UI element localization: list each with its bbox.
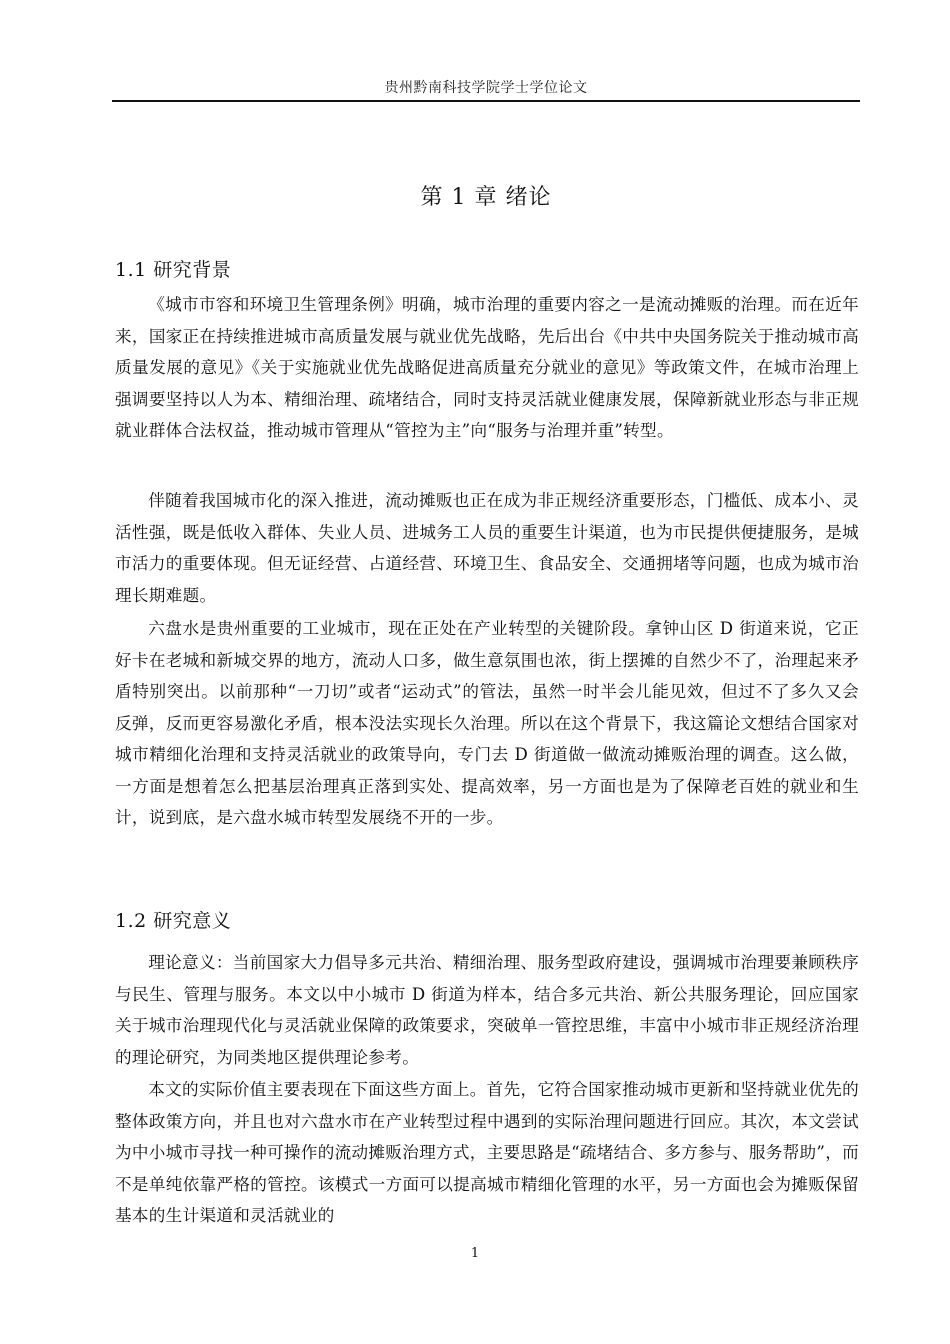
paragraph: 理论意义：当前国家大力倡导多元共治、精细治理、服务型政府建设，强调城市治理要兼顾秩序与民生、管理与服务。本文以中小城市 D 街道为样本，结合多元共治、新公共服务理论，回应国家关于城市治理现代化与灵活就业保障的政策要求，突破单一管控思维，丰富中小城市非正规经济治理的理论研究，为同类地区提供理论参考。 — [115, 953, 859, 1067]
running-header: 贵州黔南科技学院学士学位论文 — [384, 80, 588, 96]
paragraph: 本文的实际价值主要表现在下面这些方面上。首先，它符合国家推动城市更新和坚持就业优先的整体政策方向，并且也对六盘水市在产业转型过程中遇到的实际治理问题进行回应。其次，本文尝试为中小城市寻找一种可操作的流动摊贩治理方式，主要思路是“疏堵结合、多方参与、服务帮助”，而不是单纯依靠严格的管控。该模式一方面可以提高城市精细化管理的水平，另一方面也会为摊贩保留基本的生计渠道和灵活就业的 — [115, 1080, 859, 1225]
section-title-background: 1.1 研究背景 — [115, 259, 232, 281]
chapter-title: 第 1 章 绪论 — [420, 185, 552, 210]
section-title-significance: 1.2 研究意义 — [115, 910, 232, 932]
paragraph: 六盘水是贵州重要的工业城市，现在正处在产业转型的关键阶段。拿钟山区 D 街道来说，它正好卡在老城和新城交界的地方，流动人口多，做生意氛围也浓，街上摆摊的自然少不了，治理起来矛盾特别突出。以前那种“一刀切”或者“运动式”的管法，虽然一时半会儿能见效，但过不了多久又会反弹，反而更容易激化矛盾，根本没法实现长久治理。所以在这个背景下，我这篇论文想结合国家对城市精细化治理和支持灵活就业的政策导向，专门去 D 街道做一做流动摊贩治理的调查。这么做，一方面是想着怎么把基层治理真正落到实处、提高效率，另一方面也是为了保障老百姓的就业和生计，说到底，是六盘水城市转型发展绕不开的一步。 — [115, 619, 859, 827]
page-number: 1 — [470, 1246, 480, 1261]
paragraph: 伴随着我国城市化的深入推进，流动摊贩也正在成为非正规经济重要形态，门槛低、成本小、灵活性强，既是低收入群体、失业人员、进城务工人员的重要生计渠道，也为市民提供便捷服务，是城市活力的重要体现。但无证经营、占道经营、环境卫生、食品安全、交通拥堵等问题，也成为城市治理长期难题。 — [115, 491, 859, 605]
paragraph: 《城市市容和环境卫生管理条例》明确，城市治理的重要内容之一是流动摊贩的治理。而在近年来，国家正在持续推进城市高质量发展与就业优先战略，先后出台《中共中央国务院关于推动城市高质量发展的意见》《关于实施就业优先战略促进高质量充分就业的意见》等政策文件，在城市治理上强调要坚持以人为本、精细治理、疏堵结合，同时支持灵活就业健康发展，保障新就业形态与非正规就业群体合法权益，推动城市管理从“管控为主”向“服务与治理并重”转型。 — [115, 295, 859, 440]
header-rule — [112, 100, 860, 102]
